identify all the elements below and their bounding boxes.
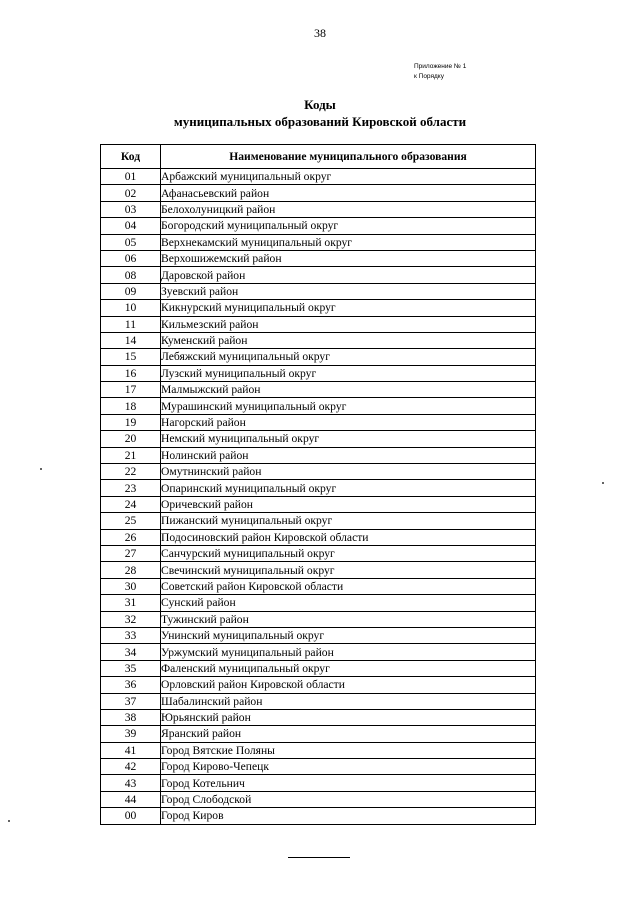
table-row	[101, 185, 536, 201]
table-row	[101, 545, 536, 561]
table-row	[101, 431, 536, 447]
name-cell: Лузский муниципальный округ	[161, 365, 536, 381]
table-row	[101, 349, 536, 365]
name-cell: Лебяжский муниципальный округ	[161, 349, 536, 365]
name-cell: Нагорский район	[161, 414, 536, 430]
table-row	[101, 300, 536, 316]
table-row	[101, 414, 536, 430]
name-cell: Зуевский район	[161, 283, 536, 299]
municipal-codes-table	[100, 144, 536, 825]
name-cell: Даровской район	[161, 267, 536, 283]
code-cell: 35	[101, 660, 161, 676]
code-cell: 34	[101, 644, 161, 660]
table-row	[101, 283, 536, 299]
code-cell: 17	[101, 382, 161, 398]
code-cell: 02	[101, 185, 161, 201]
scan-speck	[40, 468, 42, 470]
table-row	[101, 644, 536, 660]
table-row	[101, 201, 536, 217]
name-cell: Свечинский муниципальный округ	[161, 562, 536, 578]
table-row	[101, 742, 536, 758]
table-row	[101, 267, 536, 283]
code-cell: 30	[101, 578, 161, 594]
column-header-name: Наименование муниципального образования	[161, 145, 536, 169]
code-cell: 18	[101, 398, 161, 414]
table-row	[101, 791, 536, 807]
code-cell: 38	[101, 709, 161, 725]
table-row	[101, 169, 536, 185]
name-cell: Шабалинский район	[161, 693, 536, 709]
table-row	[101, 398, 536, 414]
code-cell: 03	[101, 201, 161, 217]
code-cell: 11	[101, 316, 161, 332]
code-cell: 39	[101, 726, 161, 742]
code-cell: 33	[101, 627, 161, 643]
table-row	[101, 332, 536, 348]
code-cell: 28	[101, 562, 161, 578]
page-number: 38	[314, 26, 326, 40]
code-cell: 20	[101, 431, 161, 447]
name-cell: Тужинский район	[161, 611, 536, 627]
appendix-note	[414, 62, 466, 82]
table-row	[101, 513, 536, 529]
code-cell: 25	[101, 513, 161, 529]
code-cell: 14	[101, 332, 161, 348]
table-row	[101, 677, 536, 693]
bottom-divider	[288, 857, 350, 858]
table-row	[101, 578, 536, 594]
name-cell: Немский муниципальный округ	[161, 431, 536, 447]
code-cell: 15	[101, 349, 161, 365]
table-row	[101, 464, 536, 480]
name-cell: Верхнекамский муниципальный округ	[161, 234, 536, 250]
name-cell: Санчурский муниципальный округ	[161, 545, 536, 561]
name-cell: Кикнурский муниципальный округ	[161, 300, 536, 316]
code-cell: 32	[101, 611, 161, 627]
table-header-row	[101, 145, 536, 169]
code-cell: 27	[101, 545, 161, 561]
code-cell: 37	[101, 693, 161, 709]
name-cell: Богородский муниципальный округ	[161, 218, 536, 234]
appendix-line-2: к Порядку	[414, 73, 444, 80]
table-row	[101, 218, 536, 234]
name-cell: Город Кирово-Чепецк	[161, 759, 536, 775]
name-cell: Пижанский муниципальный округ	[161, 513, 536, 529]
code-cell: 08	[101, 267, 161, 283]
code-cell: 42	[101, 759, 161, 775]
code-cell: 00	[101, 808, 161, 824]
name-cell: Куменский район	[161, 332, 536, 348]
name-cell: Сунский район	[161, 595, 536, 611]
table-row	[101, 660, 536, 676]
name-cell: Яранский район	[161, 726, 536, 742]
code-cell: 43	[101, 775, 161, 791]
document-subtitle: муниципальных образований Кировской области	[173, 114, 467, 129]
code-cell: 26	[101, 529, 161, 545]
code-cell: 04	[101, 218, 161, 234]
code-cell: 09	[101, 283, 161, 299]
table-row	[101, 709, 536, 725]
document-title: Коды	[304, 97, 336, 112]
code-cell: 24	[101, 496, 161, 512]
table-row	[101, 611, 536, 627]
table-row	[101, 808, 536, 824]
table-row	[101, 627, 536, 643]
table-row	[101, 447, 536, 463]
code-cell: 22	[101, 464, 161, 480]
name-cell: Арбажский муниципальный округ	[161, 169, 536, 185]
name-cell: Мурашинский муниципальный округ	[161, 398, 536, 414]
name-cell: Унинский муниципальный округ	[161, 627, 536, 643]
name-cell: Оричевский район	[161, 496, 536, 512]
column-header-code: Код	[101, 145, 161, 169]
name-cell: Опаринский муниципальный округ	[161, 480, 536, 496]
table-row	[101, 480, 536, 496]
name-cell: Подосиновский район Кировской области	[161, 529, 536, 545]
table-row	[101, 562, 536, 578]
code-cell: 21	[101, 447, 161, 463]
code-cell: 01	[101, 169, 161, 185]
scan-speck	[602, 482, 604, 484]
table-row	[101, 775, 536, 791]
code-cell: 05	[101, 234, 161, 250]
name-cell: Город Котельнич	[161, 775, 536, 791]
name-cell: Орловский район Кировской области	[161, 677, 536, 693]
table-row	[101, 595, 536, 611]
name-cell: Уржумский муниципальный район	[161, 644, 536, 660]
table-row	[101, 365, 536, 381]
name-cell: Советский район Кировской области	[161, 578, 536, 594]
code-cell: 41	[101, 742, 161, 758]
table-row	[101, 250, 536, 266]
table-row	[101, 726, 536, 742]
table-row	[101, 496, 536, 512]
code-cell: 10	[101, 300, 161, 316]
name-cell: Нолинский район	[161, 447, 536, 463]
code-cell: 44	[101, 791, 161, 807]
code-cell: 16	[101, 365, 161, 381]
name-cell: Юрьянский район	[161, 709, 536, 725]
name-cell: Малмыжский район	[161, 382, 536, 398]
name-cell: Белохолуницкий район	[161, 201, 536, 217]
name-cell: Омутнинский район	[161, 464, 536, 480]
table-row	[101, 234, 536, 250]
name-cell: Афанасьевский район	[161, 185, 536, 201]
name-cell: Кильмезский район	[161, 316, 536, 332]
table-row	[101, 759, 536, 775]
name-cell: Фаленский муниципальный округ	[161, 660, 536, 676]
code-cell: 19	[101, 414, 161, 430]
table-row	[101, 316, 536, 332]
table-row	[101, 382, 536, 398]
code-cell: 23	[101, 480, 161, 496]
name-cell: Город Слободской	[161, 791, 536, 807]
name-cell: Город Киров	[161, 808, 536, 824]
code-cell: 36	[101, 677, 161, 693]
code-cell: 06	[101, 250, 161, 266]
name-cell: Город Вятские Поляны	[161, 742, 536, 758]
code-cell: 31	[101, 595, 161, 611]
table-row	[101, 529, 536, 545]
scan-speck	[8, 820, 10, 822]
appendix-line-1: Приложение № 1	[414, 63, 467, 70]
table-row	[101, 693, 536, 709]
name-cell: Верхошижемский район	[161, 250, 536, 266]
